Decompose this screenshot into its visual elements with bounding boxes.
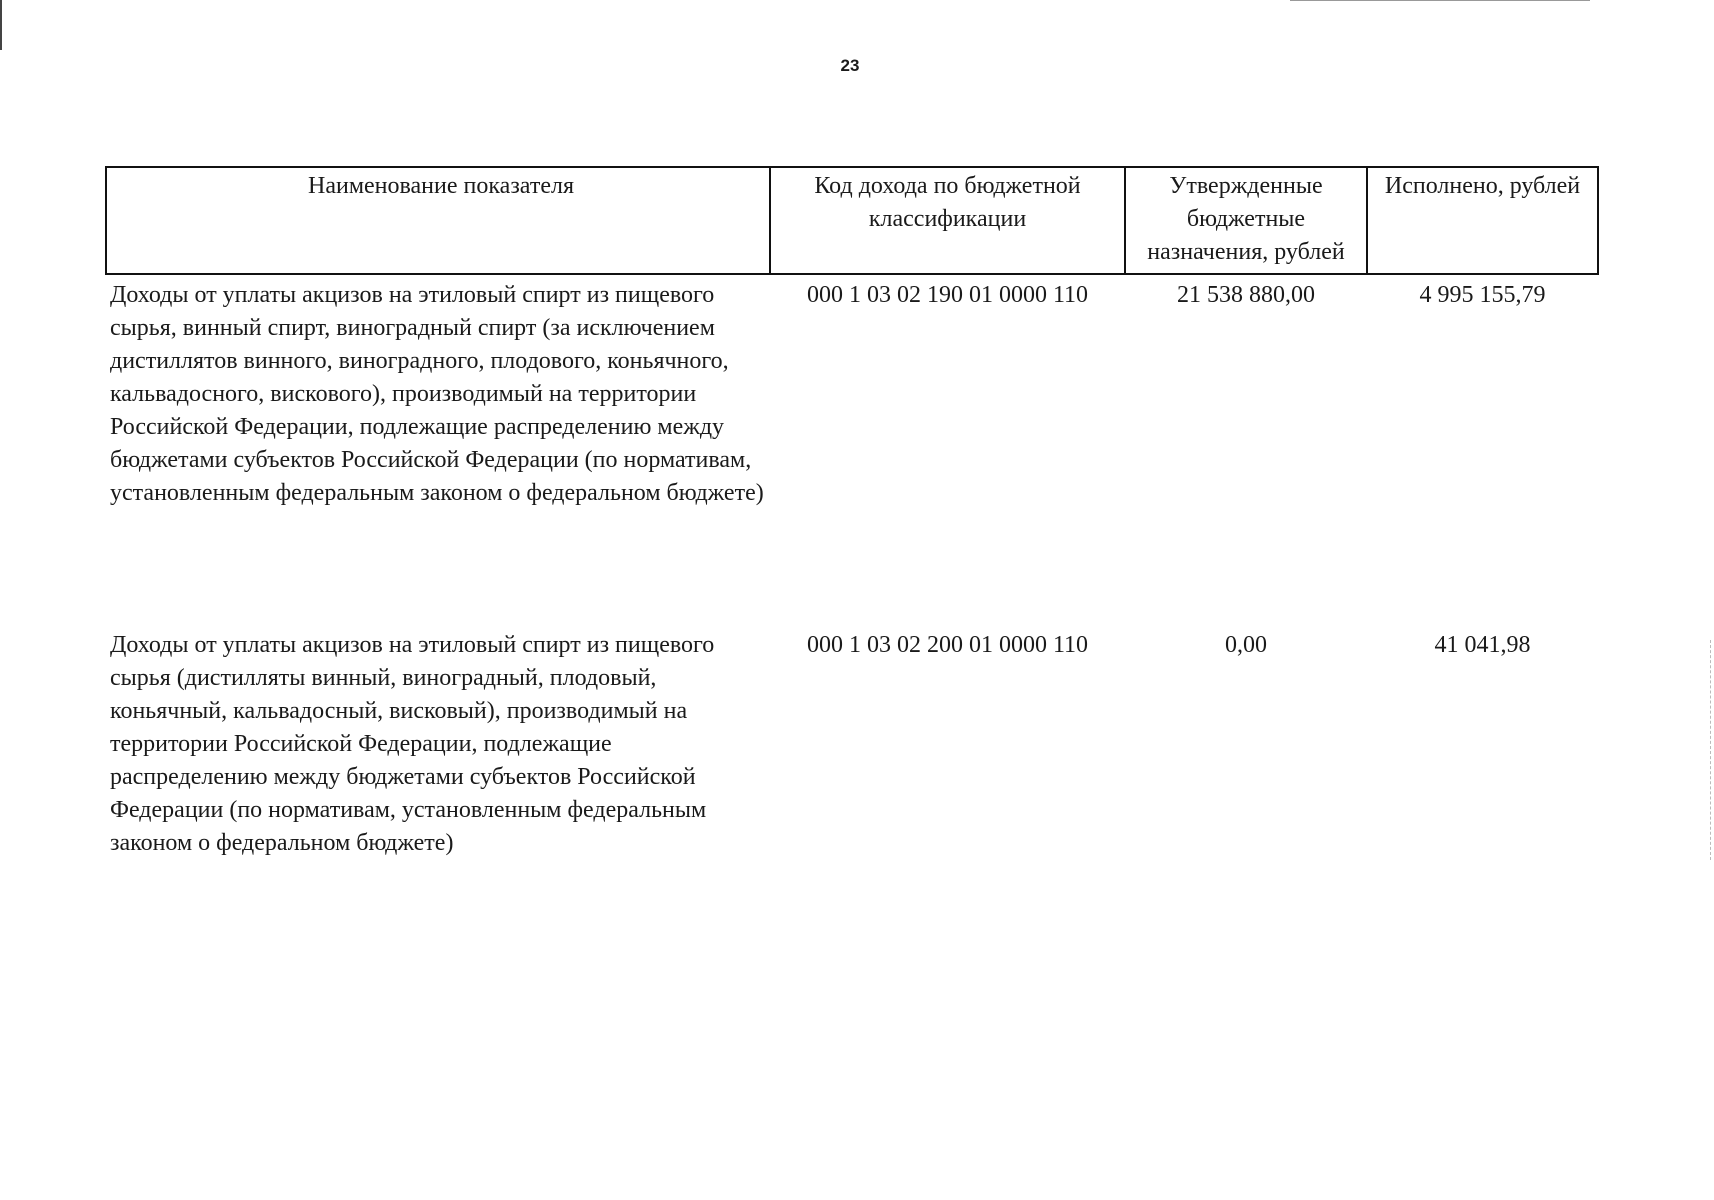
scan-edge-top	[1290, 0, 1590, 1]
table-header-row	[106, 167, 1598, 274]
indicator-name: Доходы от уплаты акцизов на этиловый спирт из пищевого сырья, винный спирт, виноградный спирт (за исключением дистиллятов винного, виноградного, плодового, коньячного, кальвадосного, вискового), производимый на территории Российской Федерации, подлежащие распределению между бюджетами субъектов Российской Федерации (по нормативам, установленным федеральным законом о федеральном бюджете)	[110, 282, 764, 506]
table-row	[106, 274, 1598, 625]
header-approved: Утвержденные бюджетные назначения, рублей	[1125, 167, 1367, 274]
executed-amount: 4 995 155,79	[1419, 282, 1546, 308]
income-code: 000 1 03 02 190 01 0000 110	[806, 282, 1089, 308]
page-number: 23	[840, 56, 860, 75]
header-executed: Исполнено, рублей	[1367, 167, 1598, 274]
indicator-name: Доходы от уплаты акцизов на этиловый спирт из пищевого сырья (дистилляты винный, виноградный, плодовый, коньячный, кальвадосный, висковый), производимый на территории Российской Федерации, подлежащие распределению между бюджетами субъектов Российской Федерации (по нормативам, установленным федеральным законом о федеральном бюджете)	[110, 632, 715, 856]
scan-edge-left	[0, 0, 2, 50]
table-row	[106, 625, 1598, 860]
scan-dots-right	[1710, 640, 1712, 860]
income-code: 000 1 03 02 200 01 0000 110	[806, 632, 1089, 658]
budget-income-table	[105, 166, 1599, 860]
approved-amount: 21 538 880,00	[1177, 282, 1315, 308]
header-indicator-name: Наименование показателя	[106, 167, 770, 274]
approved-amount: 0,00	[1225, 632, 1267, 658]
header-income-code: Код дохода по бюджетной классификации	[770, 167, 1125, 274]
executed-amount: 41 041,98	[1434, 632, 1531, 658]
